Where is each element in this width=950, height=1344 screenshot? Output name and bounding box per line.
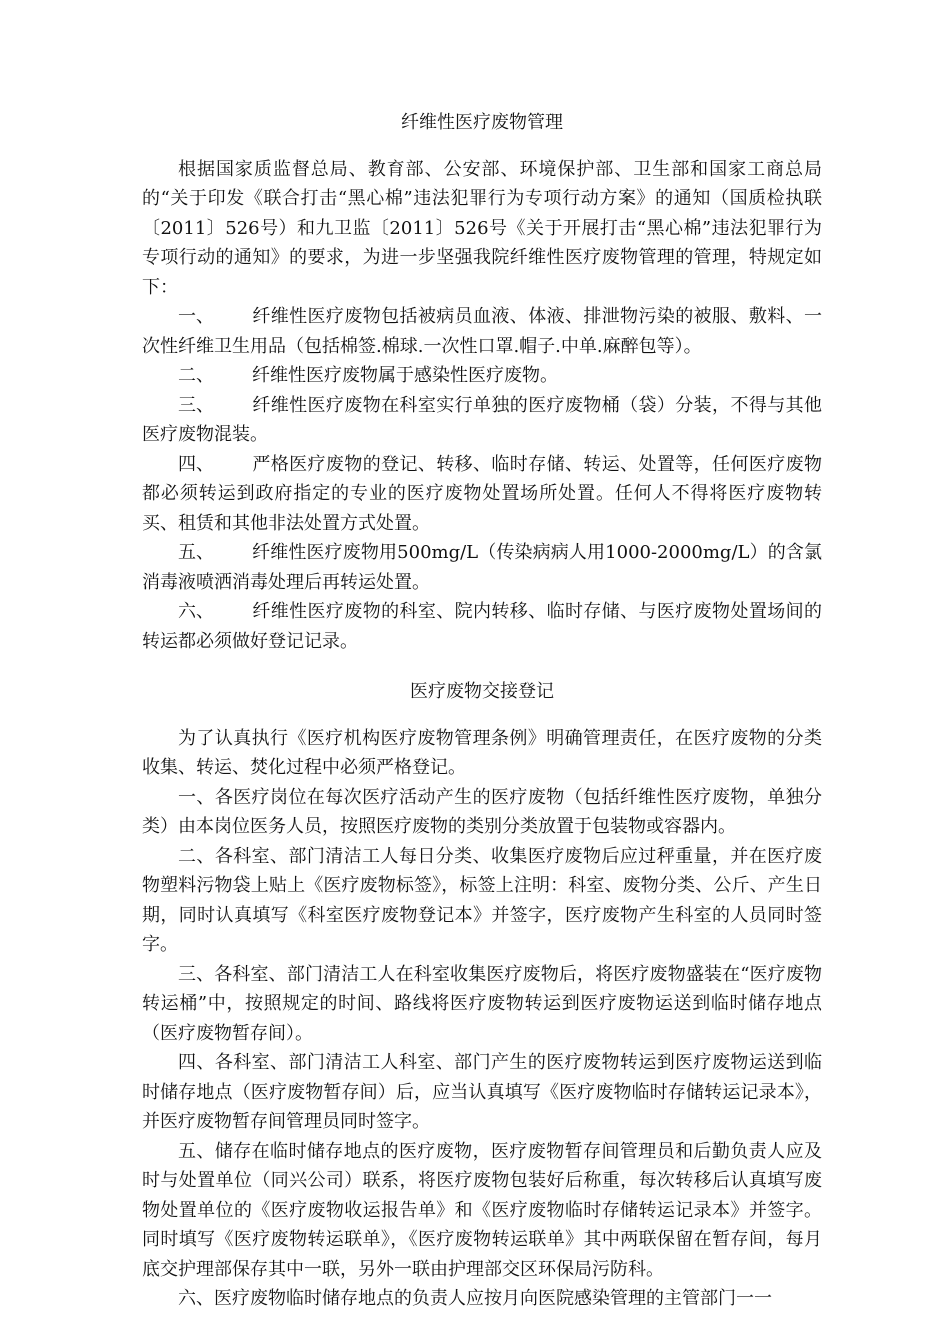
section-title-waste-handover: 医疗废物交接登记	[410, 681, 554, 702]
rule-number: 二、	[178, 365, 214, 386]
handover-paragraph-3: 三、各科室、部门清洁工人在科室收集医疗废物后，将医疗废物盛装在“医疗废物转运桶”中，按照规定的时间、路线将医疗废物转运到医疗废物运送到临时储存地点（医疗废物暂存间）。	[142, 963, 822, 1044]
rule-text: 纤维性医疗废物在科室实行单独的医疗废物桶（袋）分装，不得与其他医疗废物混装。	[142, 394, 822, 445]
rule-item-4	[142, 450, 822, 539]
rule-text: 纤维性医疗废物的科室、院内转移、临时存储、与医疗废物处置场间的转运都必须做好登记记录。	[142, 601, 822, 652]
rule-item-5	[142, 538, 822, 597]
rule-item-1	[142, 302, 822, 361]
rule-text: 纤维性医疗废物属于感染性医疗废物。	[252, 365, 558, 386]
intro-paragraph: 根据国家质监督总局、教育部、公安部、环境保护部、卫生部和国家工商总局的“关于印发《联合打击“黑心棉”违法犯罪行为专项行动方案》的通知（国质检执联〔2011〕526号）和九卫监〔2011〕526号《关于开展打击“黑心棉”违法犯罪行为专项行动的通知》的要求，为进一步坚强我院纤维性医疗废物管理的管理，特规定如下：	[142, 158, 822, 298]
rule-number: 四、	[178, 453, 214, 475]
rule-item-3	[142, 391, 822, 450]
rule-text: 纤维性医疗废物用500mg/L（传染病病人用1000-2000mg/L）的含氯消毒液喷洒消毒处理后再转运处置。	[142, 542, 822, 593]
handover-paragraph-intro: 为了认真执行《医疗机构医疗废物管理条例》明确管理责任，在医疗废物的分类收集、转运、焚化过程中必须严格登记。	[142, 727, 822, 778]
rule-text: 纤维性医疗废物包括被病员血液、体液、排泄物污染的被服、敷料、一次性纤维卫生用品（包括棉签.棉球.一次性口罩.帽子.中单.麻醉包等）。	[142, 306, 822, 357]
handover-paragraph-1: 一、各医疗岗位在每次医疗活动产生的医疗废物（包括纤维性医疗废物，单独分类）由本岗位医务人员，按照医疗废物的类别分类放置于包装物或容器内。	[142, 786, 822, 837]
rule-number: 一、	[178, 306, 214, 327]
handover-paragraph-5: 五、储存在临时储存地点的医疗废物，医疗废物暂存间管理员和后勤负责人应及时与处置单位（同兴公司）联系，将医疗废物包装好后称重，每次转移后认真填写废物处置单位的《医疗废物收运报告单》和《医疗废物临时存储转运记录本》并签字。同时填写《医疗废物转运联单》，《医疗废物转运联单》其中两联保留在暂存间，每月底交护理部保存其中一联，另外一联由护理部交区环保局污防科。	[142, 1140, 822, 1280]
section-title-fiber-waste: 纤维性医疗废物管理	[401, 112, 563, 133]
rule-item-6	[142, 597, 822, 656]
rule-number: 五、	[178, 542, 214, 563]
document-body	[142, 108, 822, 1314]
rule-number: 六、	[178, 601, 214, 622]
rule-text: 严格医疗废物的登记、转移、临时存储、转运、处置等，任何医疗废物都必须转运到政府指定的专业的医疗废物处置场所处置。任何人不得将医疗废物转买、租赁和其他非法处置方式处置。	[142, 453, 822, 534]
handover-paragraph-4: 四、各科室、部门清洁工人科室、部门产生的医疗废物转运到医疗废物运送到临时储存地点（医疗废物暂存间）后，应当认真填写《医疗废物临时存储转运记录本》，并医疗废物暂存间管理员同时签字。	[142, 1052, 822, 1132]
rule-number: 三、	[178, 394, 214, 416]
rule-item-2	[142, 361, 822, 391]
handover-paragraph-2: 二、各科室、部门清洁工人每日分类、收集医疗废物后应过秤重量，并在医疗废物塑料污物袋上贴上《医疗废物标签》，标签上注明：科室、废物分类、公斤、产生日期，同时认真填写《科室医疗废物登记本》并签字，医疗废物产生科室的人员同时签字。	[142, 845, 822, 955]
handover-paragraph-6: 六、医疗废物临时储存地点的负责人应按月向医院感染管理的主管部门一一	[178, 1288, 772, 1309]
